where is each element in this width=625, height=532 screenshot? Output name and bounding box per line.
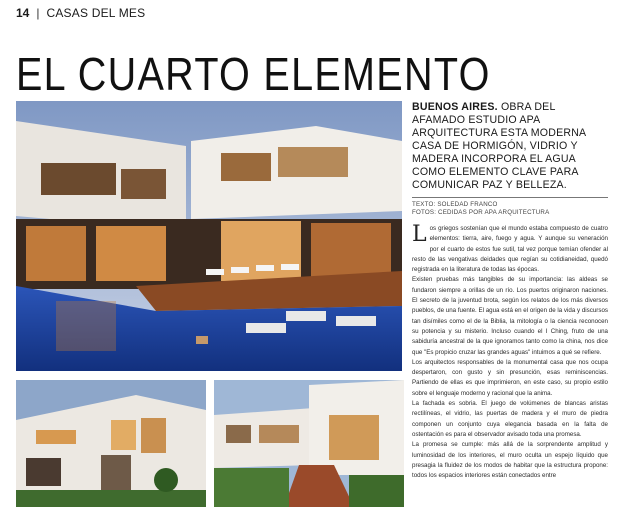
credit-photos: FOTOS: CEDIDAS POR APA ARQUITECTURA [412,209,550,216]
body-paragraph-2: Existen pruebas más tangibles de su importancia: las aldeas se fundaron siempre a orillas de un río. Los puertos originaron naciones. El secreto de la juventud brota, según los relatos de los más diversos pueblos, de una fuente. El agua está en el origen de la vida y discursos tan disímiles como el de la Biblia, la mitología o la ciencia reconocen su potencia y su misterio. Incluso cuando el I Ching, fruto de una sabiduría ancestral de la que ignoramos tanto como la china, nos dice que "Es propicio cruzar las grandes aguas" intuimos a qué se refiere. [412,276,608,356]
article-title: EL CUARTO ELEMENTO [16,48,491,100]
body-paragraph-3: Los arquitectos responsables de la monumental casa que nos ocupa despertaron, con gusto y sin presunción, esas reminiscencias. Partiendo de ellas es que imprimieron, en este caso, su propio estilo sobre el lenguaje moderno y racional que la anima. [412,358,608,397]
section-name: CASAS DEL MES [46,6,146,20]
page-number: 14 [16,6,30,20]
text-column [412,101,608,481]
body-paragraph-4: La fachada es sobria. El juego de volúmenes de blancas aristas rectilíneas, el vidrio, las puertas de madera y el muro de piedra componen un conjunto cuya elegancia basada en la falta de ostentación es para el observador avisado toda una promesa. [412,400,608,438]
facade-photo-2 [214,380,404,507]
credit-text: TEXTO: SOLEDAD FRANCO [412,201,498,208]
body-paragraph-5: La promesa se cumple: más allá de la sorprendente amplitud y luminosidad de los interiores, el muro oculta un espejo líquido que presagia la fluidez de los modos de habitar que la estructura propone: todos los espacios interiores están conectados entre [412,441,608,480]
article-body [412,224,608,481]
credits [412,197,608,217]
drop-cap: L [412,222,427,247]
header-separator: | [36,6,40,20]
page-header [16,4,145,22]
lead-text: OBRA DEL AFAMADO ESTUDIO APA ARQUITECTURA ESTA MODERNA CASA DE HORMIGÓN, VIDRIO Y MADERA INCORPORA EL AGUA COMO ELEMENTO CLAVE PARA COMUNICAR PAZ Y BELLEZA. [412,101,586,191]
lead-paragraph [412,101,608,192]
facade-photo-1 [16,380,206,507]
main-photo [16,101,402,371]
body-paragraph-1: Los griegos sostenían que el mundo estaba compuesto de cuatro elementos: tierra, aire, fuego y agua. Y aunque su veneración por el cuarto de estos fue sutil, tal vez porque temían ofender al resto de las vengativas deidades que regían su cotidianeidad, quedó registrada en la literatura de todas las épocas. [412,222,608,274]
lead-place: BUENOS AIRES. [412,101,498,113]
